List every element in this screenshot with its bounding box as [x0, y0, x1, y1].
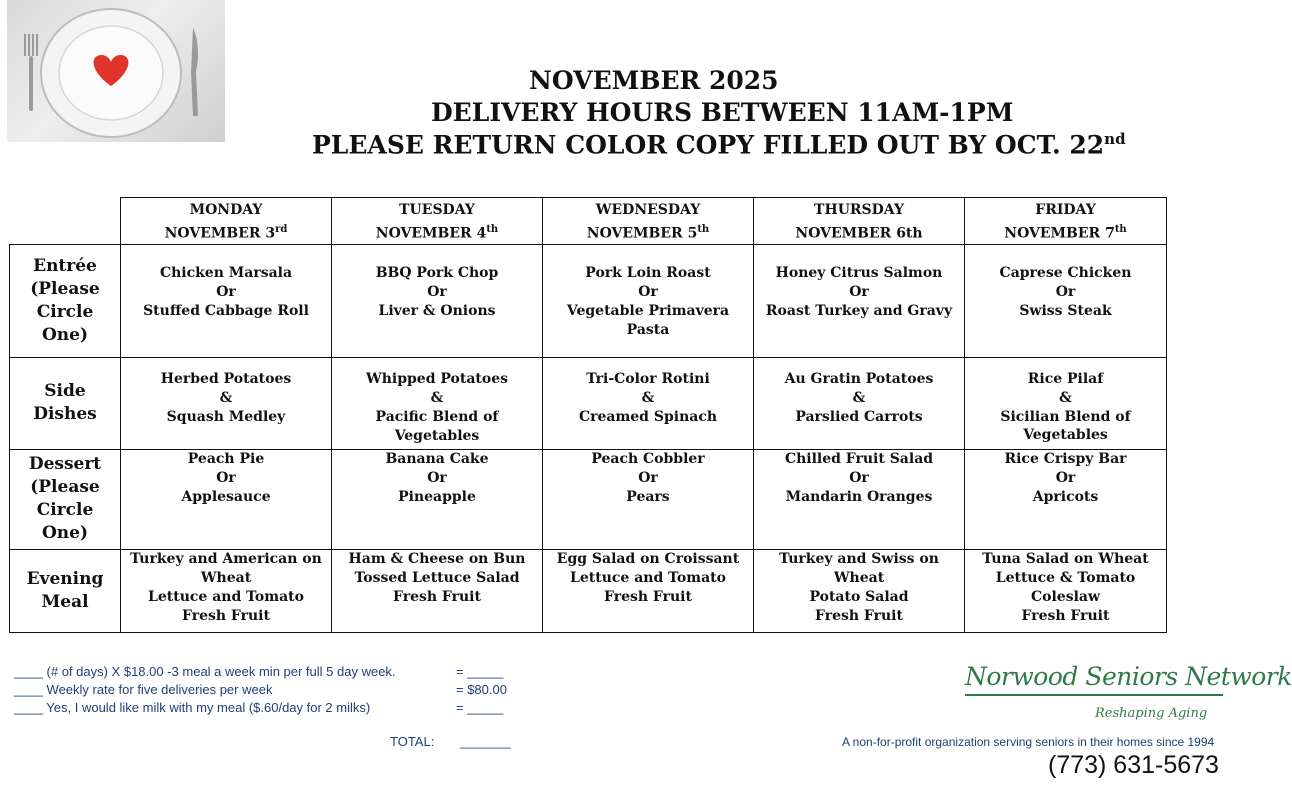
- day-header-thursday: THURSDAY NOVEMBER 6th: [754, 198, 965, 245]
- side-dish-cell: Herbed Potatoes & Squash Medley: [121, 357, 332, 449]
- evening-meal-cell: Turkey and American on Wheat Lettuce and Tomato Fresh Fruit: [121, 549, 332, 632]
- organization-description: A non-for-profit organization serving seniors in their homes since 1994: [842, 735, 1215, 749]
- entree-cell[interactable]: Chicken Marsala Or Stuffed Cabbage Roll: [121, 244, 332, 357]
- weekly-rate-total: = $80.00: [456, 682, 507, 697]
- delivery-hours: DELIVERY HOURS BETWEEN 11AM-1PM: [431, 98, 1014, 127]
- logo-tagline: Reshaping Aging: [1095, 706, 1208, 721]
- corner-cell: [10, 198, 121, 245]
- evening-meal-cell: Egg Salad on Croissant Lettuce and Tomato Fresh Fruit: [543, 549, 754, 632]
- total-label: TOTAL:: [390, 734, 435, 749]
- dessert-cell[interactable]: Banana Cake Or Pineapple: [332, 449, 543, 549]
- row-label-entree: Entrée (Please Circle One): [10, 244, 121, 357]
- row-label-side-dishes: Side Dishes: [10, 357, 121, 449]
- norwood-logo: [965, 662, 1292, 722]
- logo-name: Norwood Seniors Network: [965, 662, 1292, 691]
- days-count-line[interactable]: ____ (# of days) X $18.00 -3 meal a week min per full 5 day week.: [14, 664, 396, 679]
- day-header-friday: FRIDAY NOVEMBER 7th: [965, 198, 1167, 245]
- dessert-cell[interactable]: Peach Cobbler Or Pears: [543, 449, 754, 549]
- day-header-monday: MONDAY NOVEMBER 3rd: [121, 198, 332, 245]
- logo-swash: [965, 694, 1223, 696]
- entree-cell[interactable]: Pork Loin Roast Or Vegetable Primavera Pasta: [543, 244, 754, 357]
- weekly-rate-line[interactable]: ____ Weekly rate for five deliveries per week: [14, 682, 273, 697]
- side-dish-cell: Au Gratin Potatoes & Parslied Carrots: [754, 357, 965, 449]
- evening-meal-cell: Tuna Salad on Wheat Lettuce & Tomato Coleslaw Fresh Fruit: [965, 549, 1167, 632]
- side-dish-cell: Rice Pilaf & Sicilian Blend of Vegetables: [965, 357, 1167, 449]
- entree-cell[interactable]: Honey Citrus Salmon Or Roast Turkey and Gravy: [754, 244, 965, 357]
- return-deadline: PLEASE RETURN COLOR COPY FILLED OUT BY OCT. 22nd: [312, 130, 1126, 160]
- day-header-wednesday: WEDNESDAY NOVEMBER 5th: [543, 198, 754, 245]
- entree-cell[interactable]: Caprese Chicken Or Swiss Steak: [965, 244, 1167, 357]
- side-dish-cell: Whipped Potatoes & Pacific Blend of Vegetables: [332, 357, 543, 449]
- evening-meal-cell: Ham & Cheese on Bun Tossed Lettuce Salad Fresh Fruit: [332, 549, 543, 632]
- day-header-tuesday: TUESDAY NOVEMBER 4th: [332, 198, 543, 245]
- dessert-cell[interactable]: Peach Pie Or Applesauce: [121, 449, 332, 549]
- total-blank[interactable]: _______: [460, 734, 511, 749]
- plate-icon: [7, 0, 225, 142]
- evening-meal-cell: Turkey and Swiss on Wheat Potato Salad Fresh Fruit: [754, 549, 965, 632]
- menu-table: [9, 197, 1167, 633]
- dessert-cell[interactable]: Rice Crispy Bar Or Apricots: [965, 449, 1167, 549]
- plate-with-heart-image: [7, 0, 225, 142]
- phone-number: (773) 631-5673: [1048, 751, 1219, 779]
- milk-option-line[interactable]: ____ Yes, I would like milk with my meal ($.60/day for 2 milks): [14, 700, 371, 715]
- milk-option-total[interactable]: = _____: [456, 700, 504, 715]
- dessert-cell[interactable]: Chilled Fruit Salad Or Mandarin Oranges: [754, 449, 965, 549]
- days-count-total[interactable]: = _____: [456, 664, 504, 679]
- entree-cell[interactable]: BBQ Pork Chop Or Liver & Onions: [332, 244, 543, 357]
- month-title: NOVEMBER 2025: [529, 66, 779, 95]
- row-label-dessert: Dessert (Please Circle One): [10, 449, 121, 549]
- side-dish-cell: Tri-Color Rotini & Creamed Spinach: [543, 357, 754, 449]
- row-label-evening-meal: Evening Meal: [10, 549, 121, 632]
